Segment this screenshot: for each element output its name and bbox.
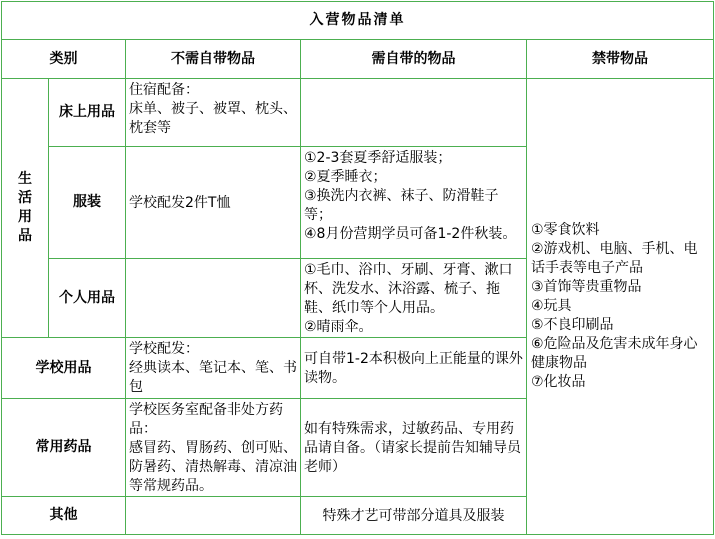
group-living-label — [2, 79, 49, 338]
page-title: 入营物品清单 — [2, 2, 714, 40]
other-needed: 特殊才艺可带部分道具及服装 — [301, 497, 527, 535]
bedding-needed — [301, 79, 527, 147]
checklist-table — [1, 1, 714, 535]
clothing-needed: ①2-3套夏季舒适服装； ②夏季睡衣； ③换洗内衣裤、袜子、防滑鞋子等； ④8月份营期学员可备1-2件秋装。 — [301, 147, 527, 259]
header-category: 类别 — [2, 40, 126, 79]
medicine-not-needed: 学校医务室配备非处方药品： 感冒药、胃肠药、创可贴、防暑药、清热解毒、清凉油等常规药品。 — [126, 399, 301, 497]
row-label-medicine: 常用药品 — [2, 399, 126, 497]
header-not-needed: 不需自带物品 — [126, 40, 301, 79]
row-label-personal: 个人用品 — [49, 259, 126, 338]
bedding-not-needed: 住宿配备： 床单、被子、被罩、枕头、枕套等 — [126, 79, 301, 147]
header-needed: 需自带的物品 — [301, 40, 527, 79]
group-char: 生 — [18, 171, 32, 187]
other-not-needed — [126, 497, 301, 535]
personal-needed: ①毛巾、浴巾、牙刷、牙膏、漱口杯、洗发水、沐浴露、梳子、拖鞋、纸巾等个人用品。 ②晴雨伞。 — [301, 259, 527, 338]
row-label-bedding: 床上用品 — [49, 79, 126, 147]
clothing-not-needed: 学校配发2件T恤 — [126, 147, 301, 259]
personal-not-needed — [126, 259, 301, 338]
header-banned: 禁带物品 — [527, 40, 714, 79]
row-label-clothing: 服装 — [49, 147, 126, 259]
school-needed: 可自带1-2本积极向上正能量的课外读物。 — [301, 338, 527, 399]
row-label-school: 学校用品 — [2, 338, 126, 399]
banned-items: ①零食饮料 ②游戏机、电脑、手机、电话手表等电子产品 ③首饰等贵重物品 ④玩具 ⑤不良印刷品 ⑥危险品及危害未成年身心健康物品 ⑦化妆品 — [527, 79, 714, 535]
school-not-needed: 学校配发： 经典读本、笔记本、笔、书包 — [126, 338, 301, 399]
medicine-needed: 如有特殊需求，过敏药品、专用药品请自备。（请家长提前告知辅导员老师） — [301, 399, 527, 497]
group-char: 品 — [18, 228, 32, 244]
group-char: 用 — [18, 209, 32, 225]
group-char: 活 — [18, 190, 32, 206]
row-label-other: 其他 — [2, 497, 126, 535]
